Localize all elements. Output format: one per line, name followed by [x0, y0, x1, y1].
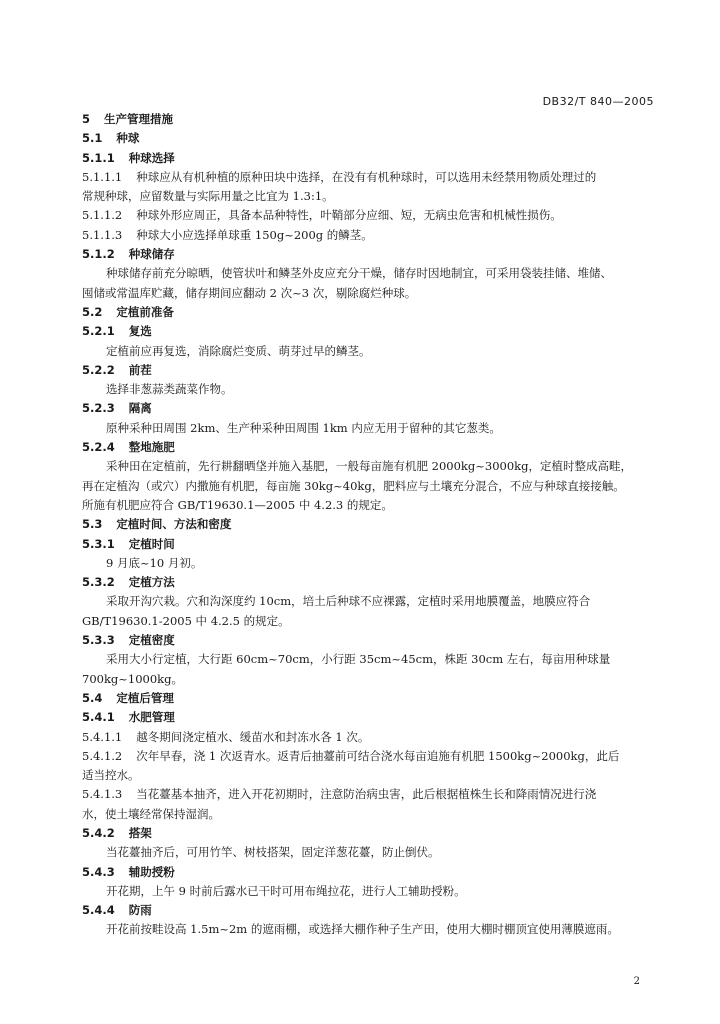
body-text-line: [82, 920, 658, 939]
body-text-line: [82, 554, 658, 573]
clause-text: 再在定植沟（或穴）内撒施有机肥，每亩施 30kg~40kg，肥料应与土壤充分混合，不应与种球直接接触。: [82, 478, 625, 493]
clause-text: 种球: [116, 131, 140, 146]
clause-text: 种球应从有机种植的原种田块中选择，在没有有机种球时，可以选用未经禁用物质处理过的: [136, 169, 597, 184]
section-heading: [82, 631, 658, 650]
body-text-line: [82, 612, 658, 631]
section-heading: [82, 438, 658, 457]
page-number: 2: [633, 976, 640, 987]
clause-text: 定植前准备: [116, 304, 174, 319]
body-text-line: [82, 342, 658, 361]
body-text-line: [82, 650, 658, 669]
clause-number: 5.1.1.2: [82, 208, 123, 223]
body-text-line: [82, 226, 658, 245]
clause-number: 5.1.1.1: [82, 169, 123, 184]
clause-text: 水肥管理: [128, 710, 175, 725]
clause-text: 所施有机肥应符合 GB/T19630.1—2005 中 4.2.3 的规定。: [82, 497, 393, 512]
body-text-line: [82, 766, 658, 785]
clause-text: 定植时间、方法和密度: [116, 517, 232, 532]
clause-number: 5.2.4: [82, 440, 115, 455]
section-heading: [82, 863, 658, 882]
clause-text: 原种采种田周围 2km、生产种采种田周围 1km 内应无用于留种的其它葱类。: [106, 420, 501, 435]
section-heading: [82, 303, 658, 322]
clause-number: 5.4.1: [82, 710, 115, 725]
clause-text: 常规种球，应留数量与实际用量之比宜为 1.3:1。: [82, 189, 334, 204]
clause-number: 5.4.4: [82, 903, 115, 918]
body-text-line: [82, 843, 658, 862]
clause-number: 5.4.1.2: [82, 748, 123, 763]
clause-number: 5.2.2: [82, 362, 115, 377]
body-text-line: [82, 747, 658, 766]
clause-number: 5.4.1.1: [82, 729, 123, 744]
clause-number: 5.2.1: [82, 324, 115, 339]
clause-text: 定植密度: [128, 633, 175, 648]
clause-number: 5.1.1: [82, 150, 115, 165]
clause-text: 复选: [128, 324, 152, 339]
body-text-line: [82, 419, 658, 438]
body-text-line: [82, 168, 658, 187]
clause-number: 5.4.3: [82, 864, 115, 879]
clause-text: 9 月底~10 月初。: [106, 555, 203, 570]
clause-text: 防雨: [128, 903, 152, 918]
clause-text: 种球储存前充分晾晒，使管状叶和鳞茎外皮应充分干燥，储存时因地制宜，可采用袋装挂储、堆储、: [106, 266, 612, 281]
clause-text: 次年早春，浇 1 次返青水。返青后抽薹前可结合浇水每亩追施有机肥 1500kg~2000kg，此后: [136, 748, 620, 763]
body-text-line: [82, 592, 658, 611]
clause-text: 搭架: [128, 825, 152, 840]
clause-text: 当花薹抽齐后，可用竹竿、树枝搭架，固定洋葱花薹，防止倒伏。: [106, 845, 440, 860]
clause-text: 采种田在定植前，先行耕翻晒垡并施入基肥，一般每亩施有机肥 2000kg~3000kg，定植时整成高畦，: [106, 459, 632, 474]
section-heading: [82, 149, 658, 168]
body-text-line: [82, 457, 658, 476]
clause-text: 采取开沟穴栽。穴和沟深度约 10cm，培土后种球不应裸露，定植时采用地膜覆盖，地膜应符合: [106, 594, 591, 609]
clause-text: 选择非葱蒜类蔬菜作物。: [106, 382, 233, 397]
clause-text: 适当控水。: [82, 768, 140, 783]
clause-text: 定植时间: [128, 536, 175, 551]
clause-text: 采用大小行定植，大行距 60cm~70cm，小行距 35cm~45cm，株距 30cm 左右，每亩用种球量: [106, 652, 611, 667]
section-heading: [82, 689, 658, 708]
clause-text: 越冬期间浇定植水、缓苗水和封冻水各 1 次。: [136, 729, 370, 744]
body-text-line: [82, 496, 658, 515]
clause-text: 种球大小应选择单球重 150g~200g 的鳞茎。: [136, 227, 373, 242]
body-text-line: [82, 670, 658, 689]
body-text-line: [82, 206, 658, 225]
section-heading: [82, 399, 658, 418]
body-text-line: [82, 805, 658, 824]
body-text-line: [82, 264, 658, 283]
clause-text: 定植后管理: [116, 690, 174, 705]
section-heading: [82, 901, 658, 920]
clause-text: 开花期，上午 9 时前后露水已干时可用布绳拉花，进行人工辅助授粉。: [106, 883, 466, 898]
body-text-line: [82, 728, 658, 747]
clause-number: 5.1.1.3: [82, 227, 123, 242]
clause-number: 5.2: [82, 304, 103, 319]
clause-text: 种球外形应周正，具备本品种特性，叶鞘部分应细、短，无病虫危害和机械性损伤。: [136, 208, 562, 223]
body-text-line: [82, 380, 658, 399]
section-heading: [82, 129, 658, 148]
clause-text: 隔离: [128, 401, 152, 416]
clause-number: 5.2.3: [82, 401, 115, 416]
clause-number: 5.3.1: [82, 536, 115, 551]
clause-text: 当花薹基本抽齐，进入开花初期时，注意防治病虫害，此后根据植株生长和降雨情况进行浇: [136, 787, 597, 802]
clause-text: 种球选择: [128, 150, 175, 165]
section-heading: [82, 708, 658, 727]
clause-text: 前茬: [128, 362, 152, 377]
body-text-line: [82, 187, 658, 206]
clause-text: 生产管理措施: [104, 112, 174, 126]
body-text-line: [82, 882, 658, 901]
section-heading: [82, 573, 658, 592]
clause-text: 整地施肥: [128, 440, 175, 455]
clause-number: 5: [82, 112, 91, 126]
document-body: [82, 110, 658, 940]
clause-number: 5.1: [82, 131, 103, 146]
clause-text: 开花前按畦设高 1.5m~2m 的遮雨棚，或选择大棚作种子生产田，使用大棚时棚顶宜使用薄膜遮雨。: [106, 922, 619, 937]
section-heading: [82, 245, 658, 264]
clause-text: 辅助授粉: [128, 864, 175, 879]
clause-number: 5.4.1.3: [82, 787, 123, 802]
body-text-line: [82, 477, 658, 496]
clause-number: 5.4: [82, 690, 103, 705]
clause-text: 水，使土壤经常保持湿润。: [82, 806, 220, 821]
document-code-header: DB32/T 840—2005: [542, 95, 654, 108]
clause-number: 5.3.2: [82, 575, 115, 590]
clause-number: 5.4.2: [82, 825, 115, 840]
clause-text: 定植方法: [128, 575, 175, 590]
section-heading: [82, 322, 658, 341]
clause-text: GB/T19630.1-2005 中 4.2.5 的规定。: [82, 613, 290, 628]
section-heading: [82, 824, 658, 843]
clause-number: 5.1.2: [82, 247, 115, 262]
body-text-line: [82, 284, 658, 303]
section-heading: [82, 110, 658, 129]
body-text-line: [82, 785, 658, 804]
clause-text: 囤储或常温库贮藏，储存期间应翻动 2 次~3 次，剔除腐烂种球。: [82, 285, 417, 300]
clause-number: 5.3: [82, 517, 103, 532]
clause-text: 700kg~1000kg。: [82, 671, 184, 686]
clause-text: 定植前应再复选，消除腐烂变质、萌芽过早的鳞茎。: [106, 343, 371, 358]
section-heading: [82, 515, 658, 534]
section-heading: [82, 535, 658, 554]
section-heading: [82, 361, 658, 380]
clause-number: 5.3.3: [82, 633, 115, 648]
clause-text: 种球储存: [128, 247, 175, 262]
